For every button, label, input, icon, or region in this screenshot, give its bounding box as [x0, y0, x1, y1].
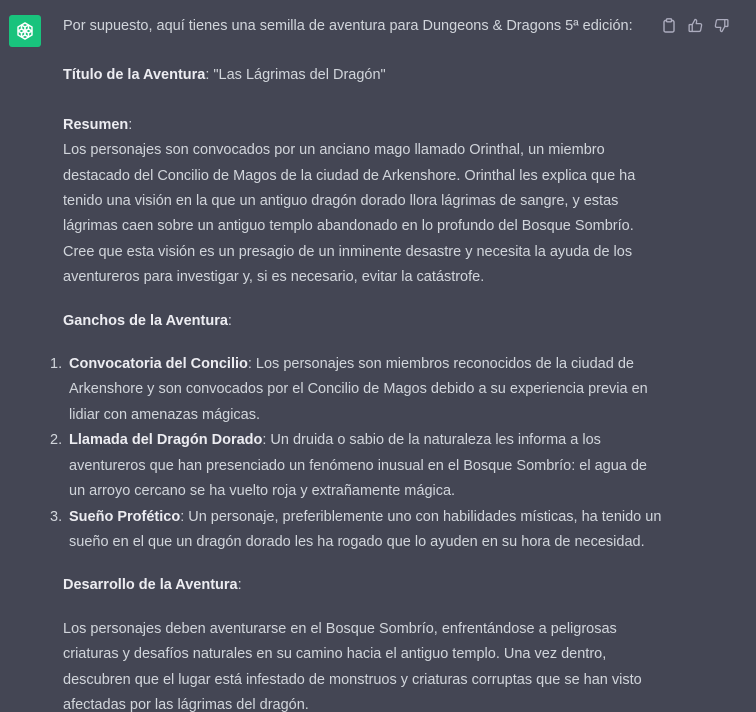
adventure-title: [63, 63, 663, 88]
list-number: 3.: [50, 508, 63, 525]
list-item: [50, 352, 663, 428]
adventure-title-value: : "Las Lágrimas del Dragón": [205, 67, 386, 84]
summary-heading: Resumen:: [63, 116, 133, 133]
hook-title: Convocatoria del Concilio: [69, 356, 248, 373]
hook-text: : Un personaje, preferiblemente uno con habilidades místicas, ha tenido un sueño en el que un dragón dorado les ha rogado que lo ayuden en su hora de necesidad.: [69, 508, 662, 550]
hooks-label: Ganchos de la Aventura: [63, 312, 228, 329]
development-label: Desarrollo de la Aventura: [63, 577, 238, 594]
thumbs-down-icon: [714, 18, 729, 33]
message-actions: [660, 16, 730, 34]
hooks-heading: Ganchos de la Aventura:: [63, 312, 232, 329]
summary-paragraph: Los personajes son convocados por un anciano mago llamado Orinthal, un miembro destacado del Concilio de Magos de la ciudad de Arkenshore. Orinthal les explica que ha tenido una visión en la que un antiguo dragón dorado llora lágrimas de sangre, y estas lágrimas caen sobre un antiguo templo abandonado en lo profundo del Bosque Sombrío. Cree que esta visión es un presagio de un inminente desastre y necesita la ayuda de los aventureros para investigar y, si es necesario, evitar la catástrofe.: [63, 142, 636, 286]
hooks-list: [50, 352, 663, 555]
hook-text: : Un druida o sabio de la naturaleza les informa a los aventureros que han presenciado un fenómeno inusual en el Bosque Sombrío: el agua de un arroyo cercano se ha vuelto roja y extrañamente mágica.: [69, 432, 647, 500]
list-item: [50, 505, 663, 556]
development-heading: Desarrollo de la Aventura:: [63, 577, 242, 594]
message-content: [50, 14, 663, 712]
intro-paragraph: Por supuesto, aquí tienes una semilla de aventura para Dungeons & Dragons 5ª edición:: [63, 18, 633, 34]
openai-logo-icon: [14, 20, 36, 42]
list-item: [50, 428, 663, 504]
clipboard-icon: [662, 18, 676, 33]
hook-text: : Los personajes son miembros reconocidos de la ciudad de Arkenshore y son convocados por el Concilio de Magos debido a su experiencia previa en lidiar con amenazas mágicas.: [69, 356, 648, 423]
thumbs-up-icon: [688, 18, 703, 33]
hook-title: Llamada del Dragón Dorado: [69, 432, 263, 449]
hook-title: Sueño Profético: [69, 508, 181, 525]
development-paragraph: Los personajes deben aventurarse en el Bosque Sombrío, enfrentándose a peligrosas criaturas y desafíos naturales en su camino hacia el antiguo templo. Una vez dentro, descubren que el lugar está infestado de monstruos y criaturas corruptas que se han visto afectadas por las lágrimas del dragón.: [63, 620, 642, 712]
list-number: 2.: [50, 432, 63, 449]
summary-label: Resumen: [63, 116, 129, 133]
adventure-title-label: Título de la Aventura: [63, 67, 206, 84]
thumbs-up-button[interactable]: [686, 16, 704, 34]
thumbs-down-button[interactable]: [712, 16, 730, 34]
assistant-avatar: [9, 15, 41, 47]
list-number: 1.: [50, 356, 63, 373]
